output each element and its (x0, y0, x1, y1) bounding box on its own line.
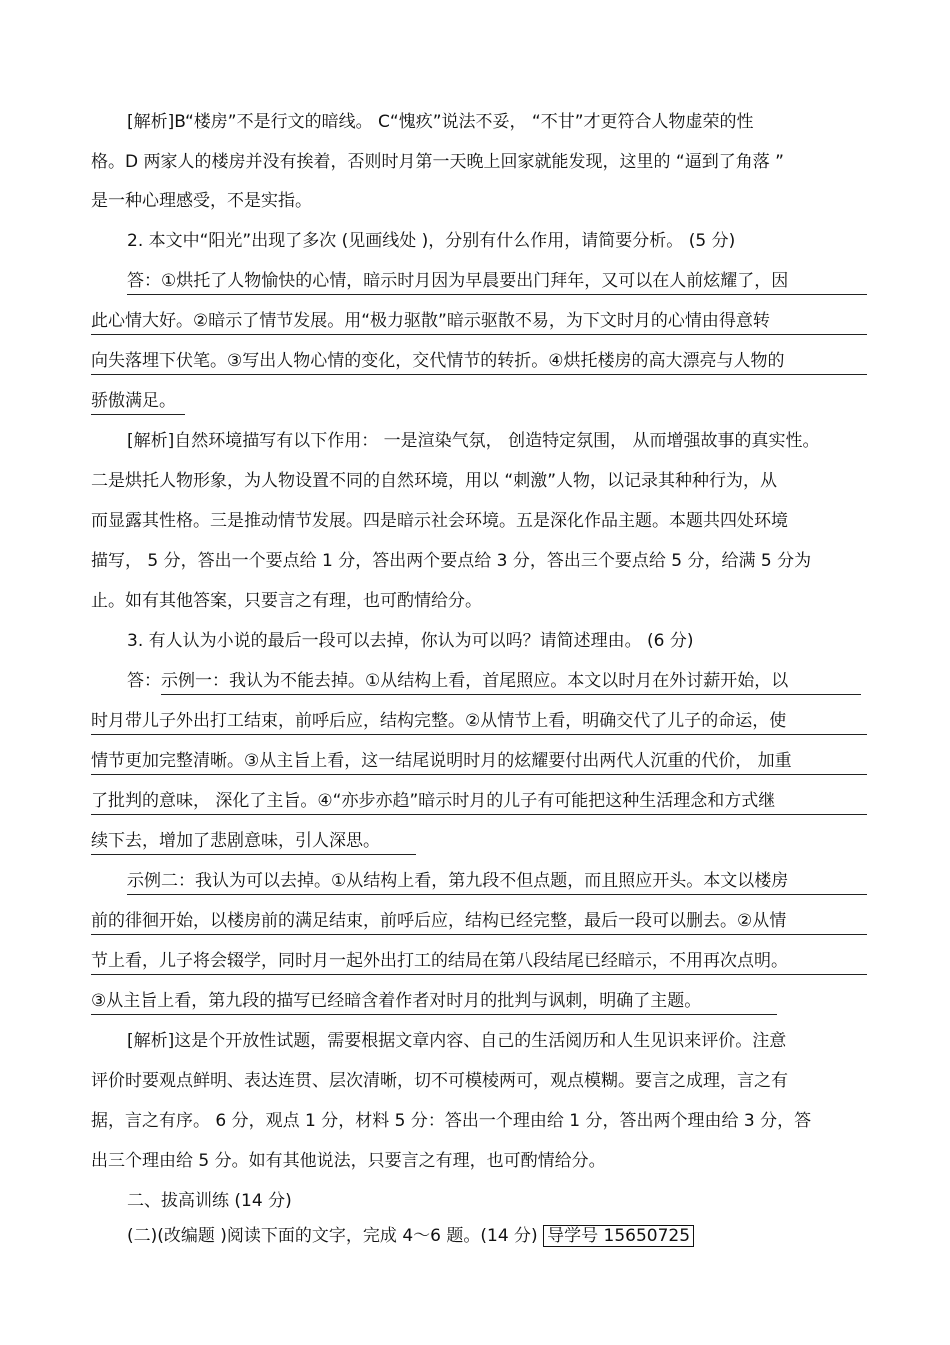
analysis1-line-3: 是一种心理感受，不是实指。 (91, 191, 312, 211)
analysis3-line-2: 评价时要观点鲜明、表达连贯、层次清晰，切不可模棱两可，观点模糊。要言之成理，言之有 (91, 1071, 788, 1091)
analysis2-line-4: 描写， 5 分，答出一个要点给 1 分，答出两个要点给 3 分，答出三个要点给 5 分，给满 5 分为 (91, 551, 812, 571)
answer2-line-1: 答：①烘托了人物愉快的心情，暗示时月因为早晨要出门拜年，又可以在人前炫耀了，因 (127, 269, 867, 295)
answer3-line-5-row (91, 829, 867, 855)
answer3-line-2: 时月带儿子外出打工结束，前呼后应，结构完整。②从情节上看，明确交代了儿子的命运，使 (91, 709, 867, 735)
section-subheading: (二)(改编题 )阅读下面的文字，完成 4～6 题。(14 分) (127, 1226, 538, 1246)
analysis3-line-1: [解析]这是个开放性试题，需要根据文章内容、自己的生活阅历和人生见识来评价。注意 (127, 1031, 787, 1051)
section-sub-row (127, 1223, 867, 1249)
answer3-line-5: 续下去，增加了悲剧意味，引人深思。 (91, 829, 416, 855)
analysis2-line-1: [解析]自然环境描写有以下作用： 一是渲染气氛， 创造特定氛围， 从而增强故事的真实性。 (127, 431, 820, 451)
analysis3-line-3: 据，言之有序。 6 分，观点 1 分，材料 5 分：答出一个理由给 1 分，答出两个理由给 3 分，答 (91, 1111, 812, 1131)
answer3-prefix: 答： (127, 671, 161, 691)
answer3-line-3: 情节更加完整清晰。③从主旨上看，这一结尾说明时月的炫耀要付出两代人沉重的代价， 加重 (91, 749, 867, 775)
answer2-line-1-row (127, 269, 867, 295)
answer3b-line-3-row (91, 949, 867, 975)
answer3b-line-4-row (91, 989, 867, 1015)
answer3-line-4: 了批判的意味， 深化了主旨。④“亦步亦趋”暗示时月的儿子有可能把这种生活理念和方式继 (91, 789, 867, 815)
guide-number-box: 导学号 15650725 (543, 1225, 694, 1247)
answer3b-line-3: 节上看，儿子将会辍学，同时月一起外出打工的结局在第八段结尾已经暗示，不用再次点明。 (91, 949, 867, 975)
answer3b-line-2: 前的徘徊开始，以楼房前的满足结束，前呼后应，结构已经完整，最后一段可以删去。②从情 (91, 909, 867, 935)
answer2-line-4-row (91, 389, 867, 415)
answer3-line-2-row (91, 709, 867, 735)
answer2-line-4: 骄傲满足。 (91, 389, 185, 415)
analysis2-line-5: 止。如有其他答案，只要言之有理，也可酌情给分。 (91, 591, 482, 611)
answer2-line-2-row (91, 309, 867, 335)
question-3: 3. 有人认为小说的最后一段可以去掉，你认为可以吗？请简述理由。 (6 分) (127, 631, 694, 651)
answer3-line-1: 示例一：我认为不能去掉。①从结构上看，首尾照应。本文以时月在外讨薪开始，以 (161, 669, 861, 695)
answer3b-line-1-row (127, 869, 867, 895)
answer3b-line-4: ③从主旨上看，第九段的描写已经暗含着作者对时月的批判与讽刺，明确了主题。 (91, 989, 777, 1015)
answer3b-line-2-row (91, 909, 867, 935)
question-2: 2. 本文中“阳光”出现了多次 (见画线处 )，分别有什么作用，请简要分析。 (5 分) (127, 231, 736, 251)
answer2-line-2: 此心情大好。②暗示了情节发展。用“极力驱散”暗示驱散不易，为下文时月的心情由得意转 (91, 309, 867, 335)
section-heading: 二、拔高训练 (14 分) (127, 1191, 292, 1211)
analysis1-line-1: [解析]B“楼房”不是行文的暗线。 C“愧疚”说法不妥， “不甘”才更符合人物虚荣的性 (127, 112, 754, 132)
answer3b-line-1: 示例二：我认为可以去掉。①从结构上看，第九段不但点题，而且照应开头。本文以楼房 (127, 869, 867, 895)
answer3-line-3-row (91, 749, 867, 775)
analysis3-line-4: 出三个理由给 5 分。如有其他说法，只要言之有理，也可酌情给分。 (91, 1151, 606, 1171)
analysis2-line-3: 而显露其性格。三是推动情节发展。四是暗示社会环境。五是深化作品主题。本题共四处环境 (91, 511, 788, 531)
analysis2-line-2: 二是烘托人物形象，为人物设置不同的自然环境，用以 “刺激”人物，以记录其种种行为，从 (91, 471, 778, 491)
answer3-line-1-row (127, 669, 867, 695)
answer3-line-4-row (91, 789, 867, 815)
answer2-line-3-row (91, 349, 867, 375)
answer2-line-3: 向失落埋下伏笔。③写出人物心情的变化，交代情节的转折。④烘托楼房的高大漂亮与人物的 (91, 349, 867, 375)
analysis1-line-2: 格。D 两家人的楼房并没有挨着，否则时月第一天晚上回家就能发现，这里的 “逼到了角落 ” (91, 152, 784, 172)
